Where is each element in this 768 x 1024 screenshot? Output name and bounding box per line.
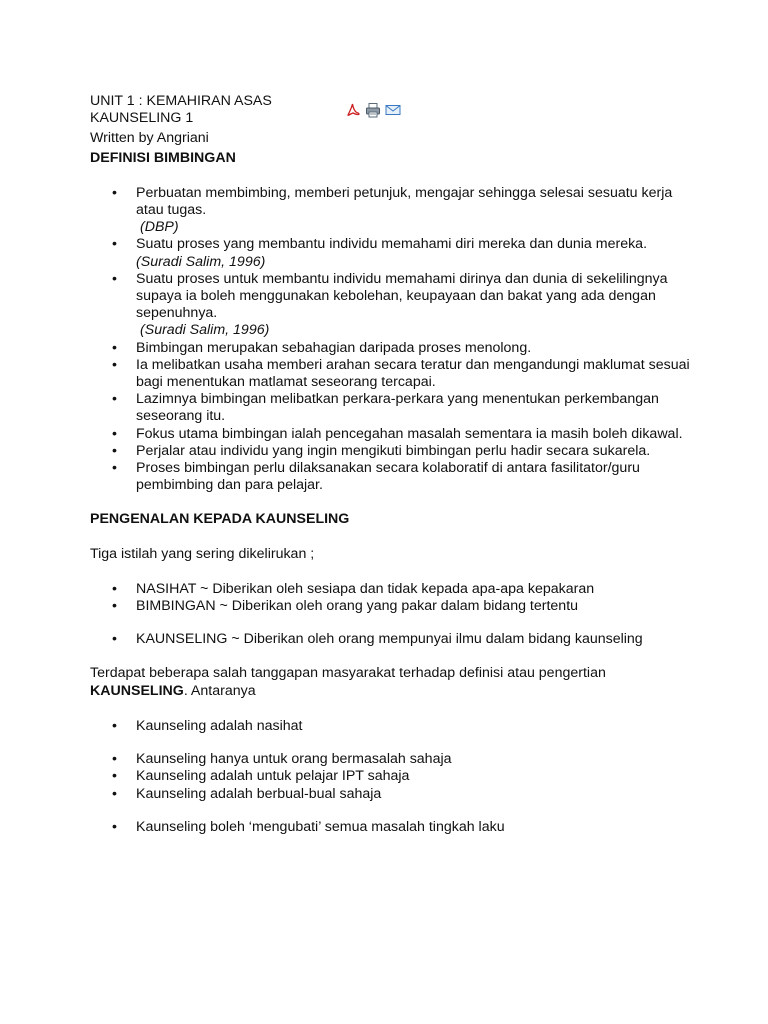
title-row [90, 93, 690, 127]
author-line: Written by Angriani [90, 130, 209, 147]
list-item: • Kaunseling hanya untuk orang bermasalah sahaja [90, 751, 690, 768]
list-item: • Perbuatan membimbing, memberi petunjuk, mengajar sehingga selesai sesuatu kerja atau tugas. (DBP) [90, 185, 690, 237]
list-item: • Kaunseling adalah berbual-bual sahaja [90, 786, 690, 803]
article-title [90, 93, 345, 127]
print-icon[interactable] [365, 102, 381, 118]
citation: (DBP) [140, 219, 179, 236]
intro-text: Tiga istilah yang sering dikelirukan ; [90, 545, 315, 562]
list-item: • Bimbingan merupakan sebahagian daripada proses menolong. [90, 340, 690, 357]
document-page [90, 93, 690, 836]
article-toolbar [345, 102, 401, 118]
list-item: • Kaunseling boleh ‘mengubati’ semua masalah tingkah laku [90, 819, 690, 836]
list-item: • NASIHAT ~ Diberikan oleh sesiapa dan tidak kepada apa-apa kepakaran [90, 581, 690, 598]
citation: (Suradi Salim, 1996) [140, 322, 270, 339]
list-item: • Lazimnya bimbingan melibatkan perkara-perkara yang menentukan perkembangan seseorang itu. [90, 391, 690, 425]
email-icon[interactable] [385, 102, 401, 118]
definisi-list [90, 185, 690, 495]
heading-pengenalan: PENGENALAN KEPADA KAUNSELING [90, 511, 350, 528]
list-item: • Perjalar atau individu yang ingin mengikuti bimbingan perlu hadir secara sukarela. [90, 443, 690, 460]
list-item: • Proses bimbingan perlu dilaksanakan secara kolaboratif di antara fasilitator/guru pembimbing dan para pelajar. [90, 460, 690, 494]
istilah-list [90, 581, 690, 649]
misconception-list [90, 718, 690, 836]
list-item: • Kaunseling adalah untuk pelajar IPT sahaja [90, 768, 690, 785]
title-line-2: KAUNSELING 1 [90, 110, 194, 127]
list-item: • Kaunseling adalah nasihat [90, 718, 690, 735]
citation: (Suradi Salim, 1996) [136, 253, 266, 270]
list-item: • Fokus utama bimbingan ialah pencegahan masalah sementara ia masih boleh dikawal. [90, 426, 690, 443]
list-item: • Suatu proses untuk membantu individu memahami dirinya dan dunia di sekelilingnya supaya ia boleh menggunakan kebolehan, keupayaan dan bakat yang ada dengan sepenuhnya. (Suradi Salim, 1996) [90, 271, 690, 340]
list-item: • BIMBINGAN ~ Diberikan oleh orang yang pakar dalam bidang tertentu [90, 598, 690, 615]
pdf-icon[interactable] [345, 102, 361, 118]
title-line-1: UNIT 1 : KEMAHIRAN ASAS [90, 93, 272, 109]
list-item: • Ia melibatkan usaha memberi arahan secara teratur dan mengandungi maklumat sesuai bagi menentukan matlamat seseorang tercapai. [90, 357, 690, 391]
list-item: • KAUNSELING ~ Diberikan oleh orang mempunyai ilmu dalam bidang kaunseling [90, 631, 690, 648]
list-item: • Suatu proses yang membantu individu memahami diri mereka dan dunia mereka. (Suradi Salim, 1996) [90, 236, 690, 270]
heading-definisi: DEFINISI BIMBINGAN [90, 149, 236, 166]
misconception-paragraph: Terdapat beberapa salah tanggapan masyarakat terhadap definisi atau pengertian KAUNSELING. Antaranya [90, 665, 606, 699]
